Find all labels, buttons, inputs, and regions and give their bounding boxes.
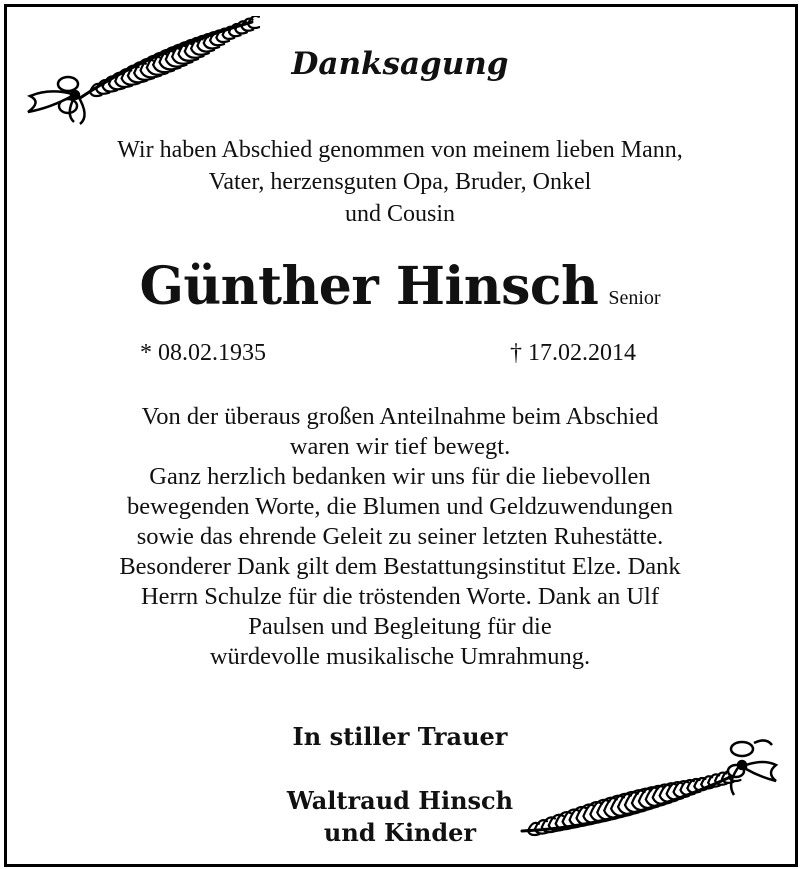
intro-text [0,134,800,230]
body-line: Besonderer Dank gilt dem Bestattungsinstitut Elze. Dank [119,553,681,580]
body-line: bewegenden Worte, die Blumen und Geldzuwendungen [127,493,673,520]
body-line: Herrn Schulze für die tröstenden Worte. Dank an Ulf [140,583,660,610]
notice-title: Danksagung [291,46,509,82]
body-line: Paulsen und Begleitung für die [248,613,552,640]
body-line: Von der überaus großen Anteilnahme beim Abschied [141,403,659,430]
intro-line: Wir haben Abschied genommen von meinem lieben Mann, [117,137,683,163]
body-line: Ganz herzlich bedanken wir uns für die liebevollen [149,463,651,490]
death-date: † 17.02.2014 [510,340,636,366]
intro-line: Vater, herzensguten Opa, Bruder, Onkel [208,169,592,195]
name-suffix: Senior [608,287,661,309]
family-line: Waltraud Hinsch [286,786,514,815]
deceased-name-row [0,256,800,317]
body-line: würdevolle musikalische Umrahmung. [209,643,591,670]
body-line: sowie das ehrende Geleit zu seiner letzten Ruhestätte. [136,523,664,550]
mourning-line: In stiller Trauer [292,722,508,751]
intro-line: und Cousin [344,201,455,227]
thanks-text [0,402,800,672]
ribbon-bow-icon [28,77,85,124]
birth-date: * 08.02.1935 [140,340,266,366]
body-line: waren wir tief bewegt. [289,433,511,460]
family-signature [0,785,800,849]
deceased-name: Günther Hinsch [139,256,599,317]
family-line: und Kinder [323,818,477,847]
